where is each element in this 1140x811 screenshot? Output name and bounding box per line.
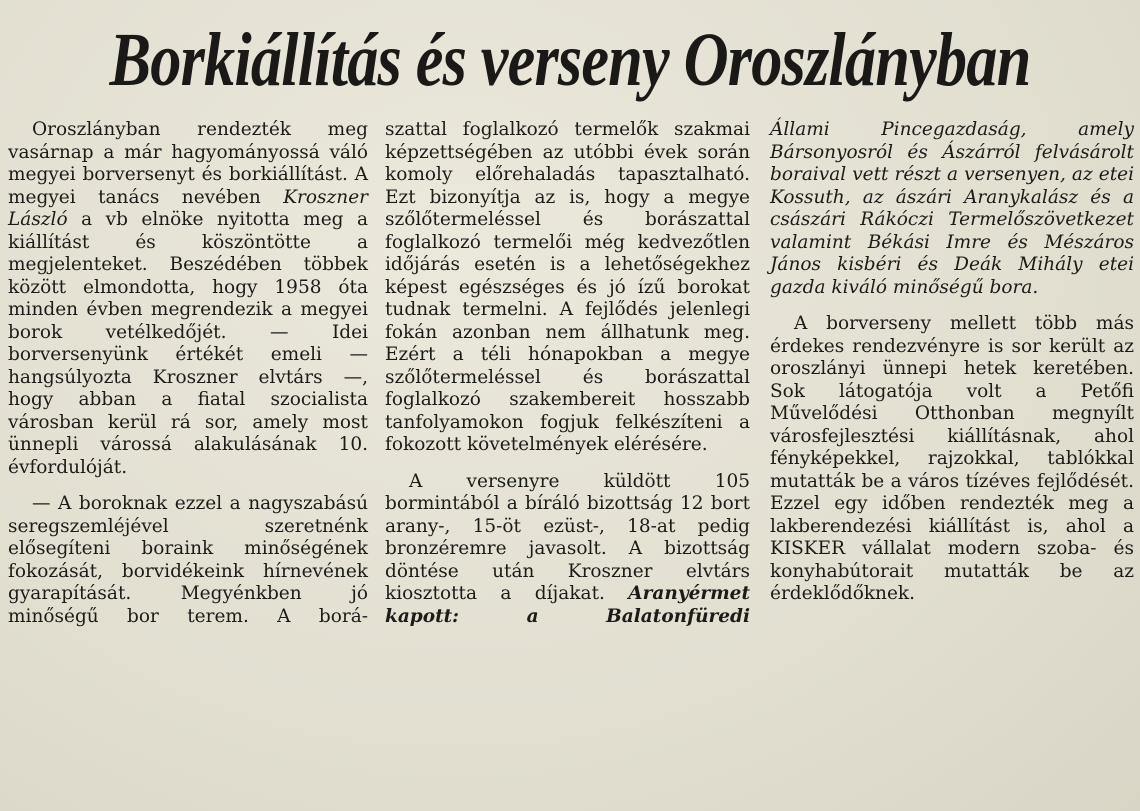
- article-column-3: [770, 119, 1134, 606]
- article-headline: Borkiállítás és verseny Oroszlányban: [109, 18, 1031, 102]
- paragraph-text: a vb elnöke nyitotta meg a kiállítást és köszöntötte a megjelenteket. Beszédében többek között elmondotta, hogy 1958 óta minden évben megrendezik a megyei borok vetélkedőjét. — Idei borversenyünk értékét emeli — hangsúlyozta Kroszner elvtárs —, hogy abban a fiatal szocialista városban kerül rá sor, amely most ünnepli várossá alakulásának 10. évfordulóját.: [8, 209, 368, 478]
- italic-text: Aranyérmet kapott: a Balatonfüredi: [385, 583, 750, 627]
- article-column-2: [385, 119, 750, 628]
- article-paragraph: Állami Pincegazdaság, amely Bársonyosról és Ászárról felvásárolt boraival vett részt a versenyen, az etei Kossuth, az ászári Aranykalász és a császári Rákóczi Termelőszövetkezet valamint Békási Imre és Mészáros János kisbéri és Deák Mihály etei gazda kiváló minőségű bora.: [770, 119, 1134, 298]
- article-column-1: [8, 119, 368, 628]
- paragraph-text: A versenyre küldött 105 bormintából a bíráló bizottság 12 bort arany-, 15-öt ezüst-, 18-at pedig bronzéremre javasolt. A bizottság döntése után Kroszner elvtárs kiosztotta a díjakat.: [385, 470, 750, 604]
- paragraph-text: Oroszlányban rendezték meg vasárnap a már hagyományossá váló megyei borversenyt és borkiállítást. A megyei tanács nevében: [8, 119, 368, 208]
- person-name: Kroszner László: [8, 186, 368, 230]
- article-paragraph: A borverseny mellett több más érdekes rendezvényre is sor került az oroszlányi ünnepi hetek keretében. Sok látogatója volt a Petőfi Művelődési Otthonban megnyílt városfejlesztési kiállításnak, ahol fényképekkel, rajzokkal, tablókkal mutatták be a város tízéves fejlődését. Ezzel egy időben rendezték meg a lakberendezési kiállítást is, ahol a KISKER vállalat modern szoba- és konyhabútorait mutatták be az érdeklődőknek.: [770, 313, 1134, 604]
- article-paragraph: — A boroknak ezzel a nagyszabású seregszemléjével szeretnénk elősegíteni boraink minőségének fokozását, borvidékeink hírnevének gyarapítását. Megyénkben jó minőségű bor terem. A borá-: [8, 493, 368, 627]
- article-paragraph: szattal foglalkozó termelők szakmai képzettségében az utóbbi évek során komoly előrehaladás tapasztalható. Ezt bizonyítja az is, hogy a megye szőlőtermeléssel és borászattal foglalkozó termelői még kedvezőtlen időjárás esetén is a lehetőségekhez képest egészséges és jó ízű borokat tudnak termelni. A fejlődés jelenlegi fokán azonban nem állhatunk meg. Ezért a téli hónapokban a megye szőlőtermeléssel és borászattal foglalkozó szakembereit hosszabb tanfolyamokon fogjuk felkészíteni a fokozott követelmények elérésére.: [385, 119, 750, 455]
- article-paragraph: [8, 119, 368, 479]
- article-paragraph: [385, 471, 750, 629]
